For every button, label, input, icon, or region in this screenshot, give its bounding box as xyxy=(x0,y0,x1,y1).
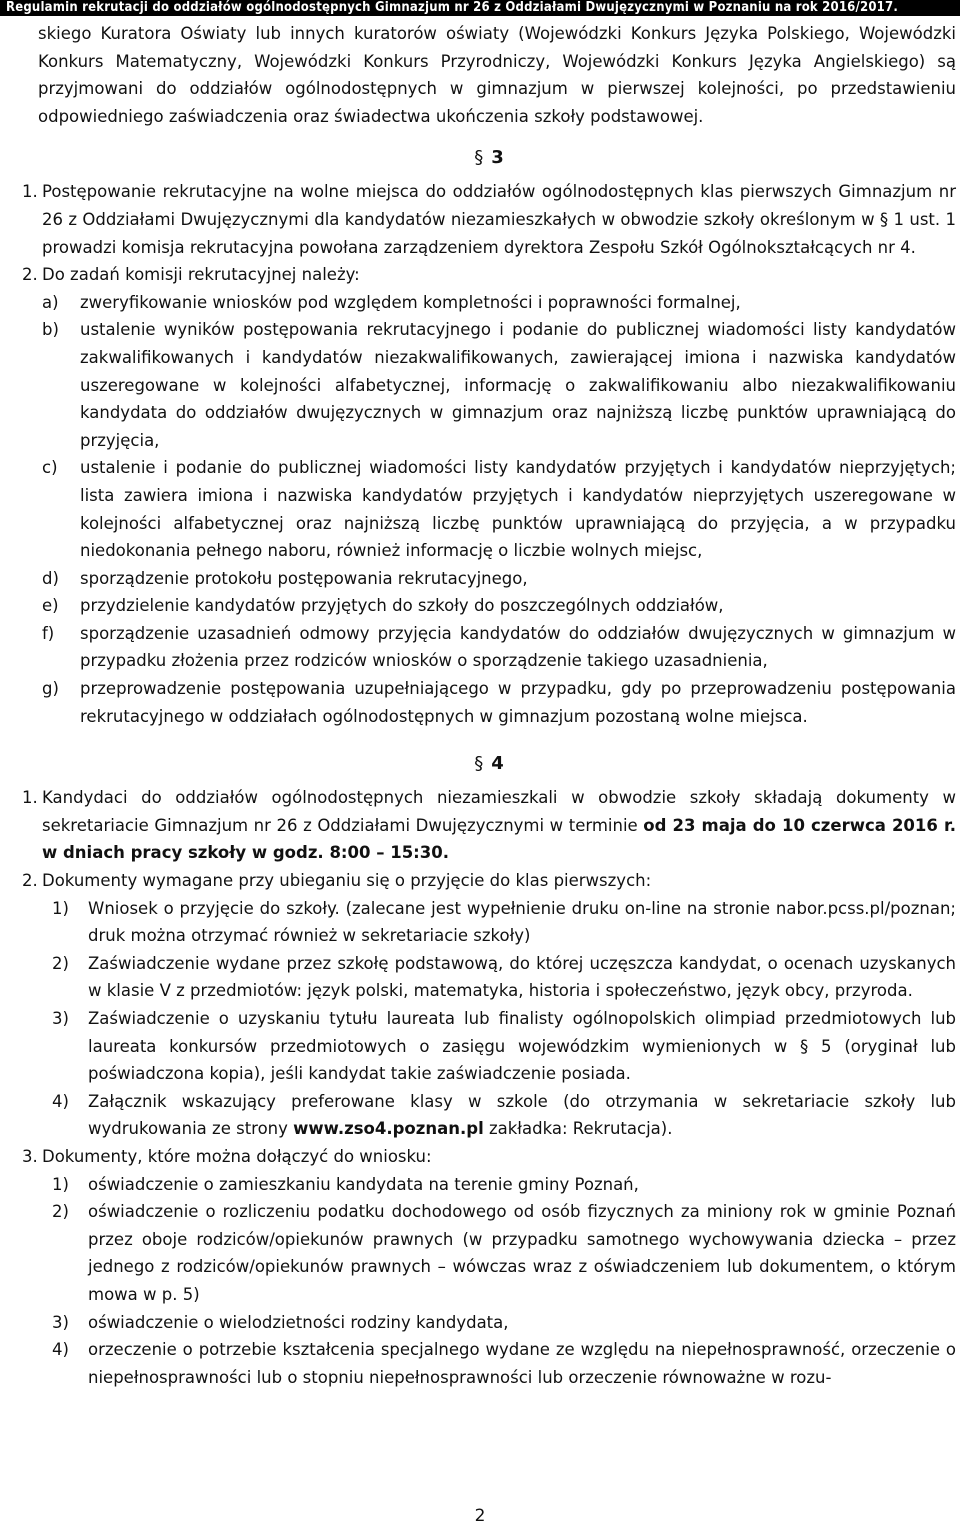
item-text: ustalenie i podanie do publicznej wiadomości listy kandydatów przyjętych i kandydatów nieprzyjętych; lista zawiera imiona i nazwiska kandydatów przyjętych i kandydatów nieprzyjętych uszeregowane w kolejności alfabetycznej oraz najniższą liczbę punktów uprawniającą do przyjęcia, a w przypadku niedokonania pełnego naboru, również informację o liczbie wolnych miejsc, xyxy=(80,458,956,561)
running-header: Regulamin rekrutacji do oddziałów ogólnodostępnych Gimnazjum nr 26 z Oddziałami Dwujęzycznymi w Poznaniu na rok 2016/2017. xyxy=(0,0,960,16)
s4-paragraph-3 xyxy=(22,1143,956,1171)
list-item xyxy=(42,289,956,317)
paragraph-text: Do zadań komisji rekrutacyjnej należy: xyxy=(42,265,360,285)
item-text: przydzielenie kandydatów przyjętych do szkoły do poszczególnych oddziałów, xyxy=(80,596,724,616)
list-item xyxy=(42,316,956,454)
item-text-plain: zakładka: Rekrutacja). xyxy=(483,1119,673,1139)
website-link[interactable]: www.zso4.poznan.pl xyxy=(293,1119,484,1139)
list-item xyxy=(42,620,956,675)
item-letter: f) xyxy=(42,623,55,643)
item-letter: e) xyxy=(42,596,59,616)
paragraph-number: 1. xyxy=(22,788,38,808)
item-text: ustalenie wyników postępowania rekrutacyjnego i podanie do publicznej wiadomości listy kandydatów zakwalifikowanych i kandydatów niezakwalifikowanych, zawierającej imiona i nazwiska kandydatów uszeregowane w kolejności alfabetycznej, informację o zakwalifikowaniu albo niezakwalifikowaniu kandydata do oddziałów dwujęzycznych w gimnazjum oraz najniższą liczbę punktów uprawniającą do przyjęcia, xyxy=(80,320,956,450)
item-number: 3) xyxy=(52,1009,69,1028)
item-text: oświadczenie o zamieszkaniu kandydata na terenie gminy Poznań, xyxy=(88,1174,639,1194)
item-text: przeprowadzenie postępowania uzupełniającego w przypadku, gdy po przeprowadzeniu postępowania rekrutacyjnego w oddziałach ogólnodostępnych w gimnazjum pozostaną wolne miejsca. xyxy=(80,679,956,726)
s4-paragraph-1 xyxy=(22,784,956,867)
item-number: 1) xyxy=(52,1174,69,1194)
item-number: 3) xyxy=(52,1312,69,1332)
item-text-plain: Załącznik wskazujący preferowane klasy w szkole (do otrzymania w sekretariacie szkoły lub wydrukowania ze strony xyxy=(88,1091,956,1139)
list-item xyxy=(42,565,956,593)
paragraph-text: Dokumenty wymagane przy ubieganiu się o przyjęcie do klas pierwszych: xyxy=(42,871,652,891)
paragraph-text: Postępowanie rekrutacyjne na wolne miejsca do oddziałów ogólnodostępnych klas pierwszych Gimnazjum nr 26 z Oddziałami Dwujęzycznymi dla kandydatów niezamieszkałych w obwodzie szkoły określonym w § 1 ust. 1 prowadzi komisja rekrutacyjna powołana zarządzeniem dyrektora Zespołu Szkół Ogólnokształcących nr 4. xyxy=(42,182,956,257)
section-4-heading xyxy=(22,752,956,776)
list-item xyxy=(52,1088,956,1143)
page-number: 2 xyxy=(474,1506,486,1526)
item-number: 4) xyxy=(52,1340,69,1360)
list-item xyxy=(52,1005,956,1088)
list-item xyxy=(42,592,956,620)
section-number: 4 xyxy=(491,753,504,775)
item-text: sporządzenie protokołu postępowania rekrutacyjnego, xyxy=(80,568,528,588)
list-item xyxy=(42,675,956,730)
paragraph-text xyxy=(42,784,956,867)
item-number: 1) xyxy=(52,898,69,918)
section-number: 3 xyxy=(491,147,504,169)
list-item xyxy=(42,454,956,564)
item-number: 2) xyxy=(52,953,69,973)
intro-paragraph: skiego Kuratora Oświaty lub innych kuratorów oświaty (Wojewódzki Konkurs Języka Polskiego, Wojewódzki Konkurs Matematyczny, Wojewódzki Konkurs Przyrodniczy, Wojewódzki Konkurs Języka Angielskiego) są przyjmowani do oddziałów ogólnodostępnych w gimnazjum w pierwszej kolejności, po przedstawieniu odpowiedniego zaświadczenia oraz świadectwa ukończenia szkoły podstawowej. xyxy=(38,24,956,126)
item-letter: d) xyxy=(42,568,59,588)
section-symbol: § xyxy=(474,147,484,169)
list-item xyxy=(52,1171,956,1199)
item-text: oświadczenie o wielodzietności rodziny kandydata, xyxy=(88,1312,509,1332)
section-symbol: § xyxy=(474,753,484,775)
item-number: 2) xyxy=(52,1202,69,1222)
s4-paragraph-2 xyxy=(22,867,956,895)
item-letter: g) xyxy=(42,679,59,699)
document-body xyxy=(22,20,956,1391)
paragraph-text-plain: Kandydaci do oddziałów ogólnodostępnych niezamieszkali w obwodzie szkoły składają dokumenty w sekretariacie Gimnazjum nr 26 z Oddziałami Dwujęzycznymi w terminie xyxy=(42,788,956,835)
item-text: Zaświadczenie wydane przez szkołę podstawową, do której uczęszcza kandydat, o ocenach uzyskanych w klasie V z przedmiotów: język polski, matematyka, historia i społeczeństwo, język obcy, przyroda. xyxy=(88,953,956,1001)
paragraph-text: Dokumenty, które można dołączyć do wniosku: xyxy=(42,1146,432,1166)
item-text xyxy=(88,1088,956,1143)
item-letter: c) xyxy=(42,458,58,478)
deadline-text: od 23 maja do 10 czerwca 2016 r. w dniach pracy szkoły w godz. 8:00 – 15:30. xyxy=(42,815,957,863)
item-number: 4) xyxy=(52,1091,69,1111)
list-item xyxy=(52,1309,956,1337)
paragraph-number: 1. xyxy=(22,182,38,202)
list-item xyxy=(52,1336,956,1391)
section-3-heading xyxy=(22,146,956,170)
paragraph-number: 3. xyxy=(22,1146,38,1166)
item-text: Wniosek o przyjęcie do szkoły. (zalecane jest wypełnienie druku on-line na stronie nabor.pcss.pl/poznan; druk można otrzymać również w sekretariacie szkoły) xyxy=(88,898,956,946)
s3-paragraph-1 xyxy=(22,178,956,261)
item-text: orzeczenie o potrzebie kształcenia specjalnego wydane ze względu na niepełnosprawność, orzeczenie o niepełnosprawności lub o stopniu niepełnosprawności lub orzeczenie równoważne w rozu- xyxy=(88,1340,956,1387)
item-text: zweryfikowanie wniosków pod względem kompletności i poprawności formalnej, xyxy=(80,292,741,312)
s3-paragraph-2 xyxy=(22,261,956,289)
item-text: sporządzenie uzasadnień odmowy przyjęcia kandydatów do oddziałów dwujęzycznych w gimnazjum w przypadku złożenia przez rodziców wniosków o sporządzenie takiego uzasadnienia, xyxy=(80,623,956,671)
list-item xyxy=(52,1198,956,1308)
item-text: oświadczenie o rozliczeniu podatku dochodowego od osób fizycznych za miniony rok w gminie Poznań przez oboje rodziców/opiekunów prawnych (w przypadku samotnego wychowywania dziecka – przez jednego z rodziców/opiekunów prawnych – wówczas wraz z oświadczeniem lub dokumentem, o którym mowa w p. 5) xyxy=(88,1202,956,1304)
paragraph-number: 2. xyxy=(22,871,38,891)
list-item xyxy=(52,950,956,1005)
item-letter: b) xyxy=(42,320,59,340)
list-item xyxy=(52,895,956,950)
paragraph-number: 2. xyxy=(22,265,38,285)
item-text: Zaświadczenie o uzyskaniu tytułu laureata lub finalisty ogólnopolskich olimpiad przedmiotowych lub laureata konkursów przedmiotowych o zasięgu wojewódzkim wymienionych w § 5 (oryginał lub poświadczona kopia), jeśli kandydat takie zaświadczenie posiada. xyxy=(88,1009,956,1084)
item-letter: a) xyxy=(42,292,59,312)
